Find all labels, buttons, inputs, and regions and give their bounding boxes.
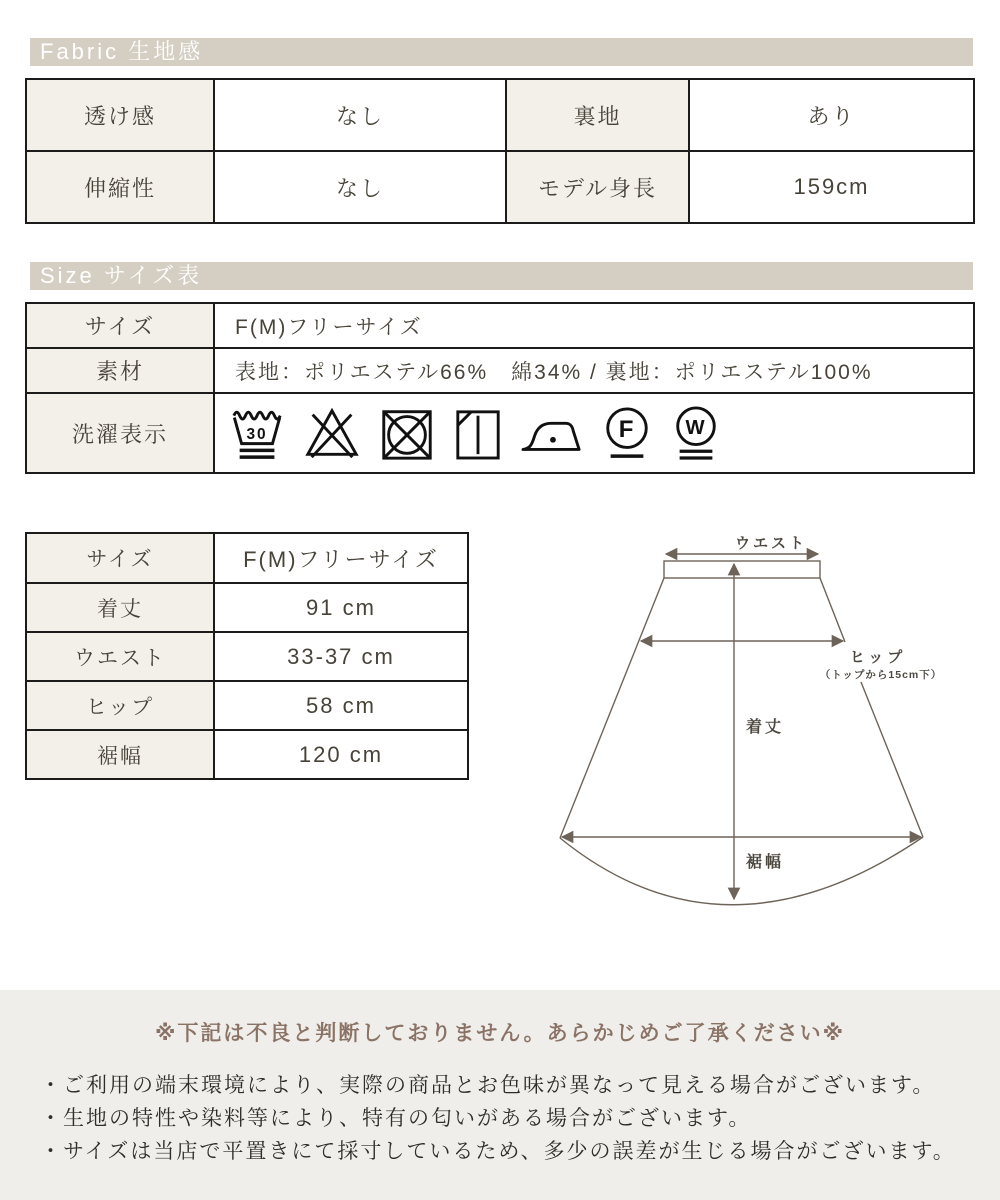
measure-row-value: 58 cm [214,681,468,730]
care-iron-low-icon [520,403,584,463]
dry-clean-letter: F [618,415,636,443]
care-no-tumble-dry-icon [378,403,436,463]
fabric-row-value: なし [214,151,506,223]
fabric-row-value: なし [214,79,506,151]
care-symbols-strip [215,403,973,463]
fabric-section-header: Fabric 生地感 [30,38,973,66]
fabric-row-label: 透け感 [26,79,214,151]
table-row [26,79,974,151]
skirt-measurement-diagram [545,528,995,918]
wash-temp-label: 30 [246,425,268,443]
table-row [26,632,468,681]
care-wash-30-gentle-icon [230,403,286,463]
skirt-right-edge [820,578,923,837]
disclaimer-section [0,990,1000,1200]
fabric-row-label: 伸縮性 [26,151,214,223]
care-no-bleach-icon [303,403,361,463]
disclaimer-heading: ※下記は不良と判断しておりません。あらかじめご了承ください※ [154,1022,846,1045]
table-row [26,303,974,348]
spec-row-label: 素材 [26,348,214,393]
size-section-header: Size サイズ表 [30,262,973,290]
disclaimer-item: ・生地の特性や染料等により、特有の匂いがある場合がございます。 [40,1107,752,1130]
hem-label: 裾幅 [746,854,785,871]
waist-label: ウエスト [734,535,808,552]
fabric-row-value: あり [689,79,974,151]
spec-row-value: F(M)フリーサイズ [214,303,974,348]
table-row [26,681,468,730]
spec-row-label: サイズ [26,303,214,348]
disclaimer-item: ・ご利用の端末環境により、実際の商品とお色味が異なって見える場合がございます。 [40,1074,936,1097]
skirt-left-edge [560,578,664,838]
disclaimer-list [40,1069,1000,1168]
care-row-label: 洗濯表示 [26,393,214,473]
measure-row-label: 裾幅 [26,730,214,779]
size-spec-table [25,302,975,474]
measure-row-label: ヒップ [26,681,214,730]
fabric-row-label: モデル身長 [506,151,689,223]
spec-row-value: 表地：ポリエステル66% 綿34% / 裏地：ポリエステル100% [214,348,974,393]
length-label: 着丈 [746,719,785,736]
fabric-table [25,78,975,224]
wet-clean-letter: W [685,416,707,439]
measure-row-value: 120 cm [214,730,468,779]
measure-row-label: 着丈 [26,583,214,632]
care-wet-clean-w-icon [670,403,722,463]
skirt-hem-curve [560,837,923,905]
table-row [26,583,468,632]
care-line-dry-shade-icon [453,403,503,463]
table-row [26,151,974,223]
table-row [26,730,468,779]
waistband-outline [664,561,820,578]
measure-row-value: F(M)フリーサイズ [214,533,468,583]
measurements-table [25,532,469,780]
measure-row-value: 33-37 cm [214,632,468,681]
disclaimer-item: ・サイズは当店で平置きにて採寸しているため、多少の誤差が生じる場合がございます。 [40,1140,956,1163]
fabric-row-value: 159cm [689,151,974,223]
measure-row-label: サイズ [26,533,214,583]
care-symbols-cell [214,393,974,473]
fabric-row-label: 裏地 [506,79,689,151]
measure-row-label: ウエスト [26,632,214,681]
table-row [26,393,974,473]
measure-row-value: 91 cm [214,583,468,632]
care-dry-clean-f-icon [601,403,653,463]
table-row [26,348,974,393]
hip-label: ヒップ [849,649,907,666]
hip-note-label: （トップから15cm下） [819,669,943,681]
table-row [26,533,468,583]
